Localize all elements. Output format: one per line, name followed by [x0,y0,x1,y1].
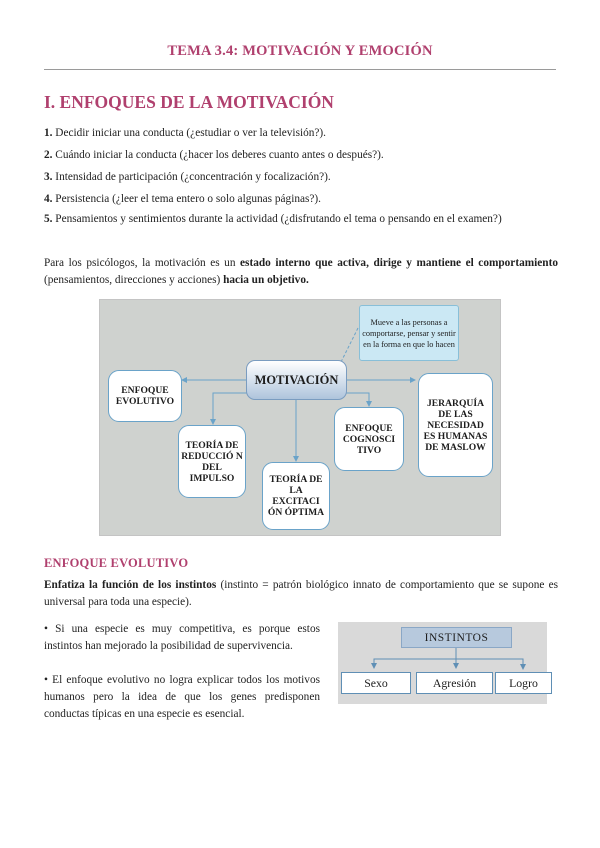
instintos-node: INSTINTOS [401,627,512,648]
item-text: Pensamientos y sentimientos durante la actividad (¿disfrutando el tema o pensando en el examen?) [52,213,502,225]
page-title: TEMA 3.4: MOTIVACIÓN Y EMOCIÓN [167,43,433,59]
definition-text: (pensamientos, direcciones y acciones) [44,274,224,286]
agresion-node: Agresión [416,672,493,694]
definition-text: Para los psicólogos, la motivación es un [44,257,241,269]
item-text: Intensidad de participación (¿concentración y focalización?). [52,171,331,183]
list-item [44,147,558,164]
definition-bold: hacia un objetivo. [223,274,309,286]
item-text: Decidir iniciar una conducta (¿estudiar o ver la televisión?). [52,127,327,139]
item-number: 1. [44,127,53,139]
list-item [44,125,558,142]
intro-bold: Enfatiza la función de los instintos [44,579,217,591]
enfoque-cognoscitivo-node: ENFOQUE COGNOSCI TIVO [334,407,404,471]
title-divider [44,69,556,70]
instintos-diagram [338,622,547,704]
logro-node: Logro [495,672,552,694]
motivation-definition [44,255,558,289]
item-text: Cuándo iniciar la conducta (¿hacer los deberes cuanto antes o después?). [52,149,384,161]
item-text: Persistencia (¿leer el tema entero o solo algunas páginas?). [52,193,321,205]
intro-text: (instinto = patrón biológico innato de comportamiento que se supone es universal para toda una especie). [44,579,558,608]
list-item [44,211,558,228]
list-item [44,191,558,208]
enfoque-evolutivo-heading: ENFOQUE EVOLUTIVO [44,556,189,570]
reduccion-impulso-node: TEORÍA DE REDUCCIÓ N DEL IMPULSO [178,425,246,498]
evolutivo-intro [44,577,558,611]
bullet-item: • Si una especie es muy competitiva, es porque estos instintos han mejorado la posibilidad de supervivencia. [44,623,320,652]
bullet-item: • El enfoque evolutivo no logra explicar todos los motivos humanos pero la idea de que los genes predisponen conductas típicas en una especie es esencial. [44,674,320,720]
jerarquia-maslow-node: JERARQUÍA DE LAS NECESIDAD ES HUMANAS DE MASLOW [418,373,493,477]
item-number: 2. [44,149,53,161]
item-number: 5. [44,213,53,225]
sexo-node: Sexo [341,672,411,694]
enfoque-evolutivo-node: ENFOQUE EVOLUTIVO [108,370,182,422]
item-number: 3. [44,171,53,183]
excitacion-optima-node: TEORÍA DE LA EXCITACI ÓN ÓPTIMA [262,462,330,530]
motivation-diagram [99,299,501,536]
section-heading: I. ENFOQUES DE LA MOTIVACIÓN [44,92,334,112]
definition-bold: estado interno que activa, dirige y mantiene el comportamiento [240,257,558,269]
motivation-definition-callout: Mueve a las personas a comportarse, pensar y sentir en la forma en que lo hacen [359,305,459,361]
item-number: 4. [44,193,53,205]
list-item [44,169,558,186]
motivation-node: MOTIVACIÓN [246,360,347,400]
